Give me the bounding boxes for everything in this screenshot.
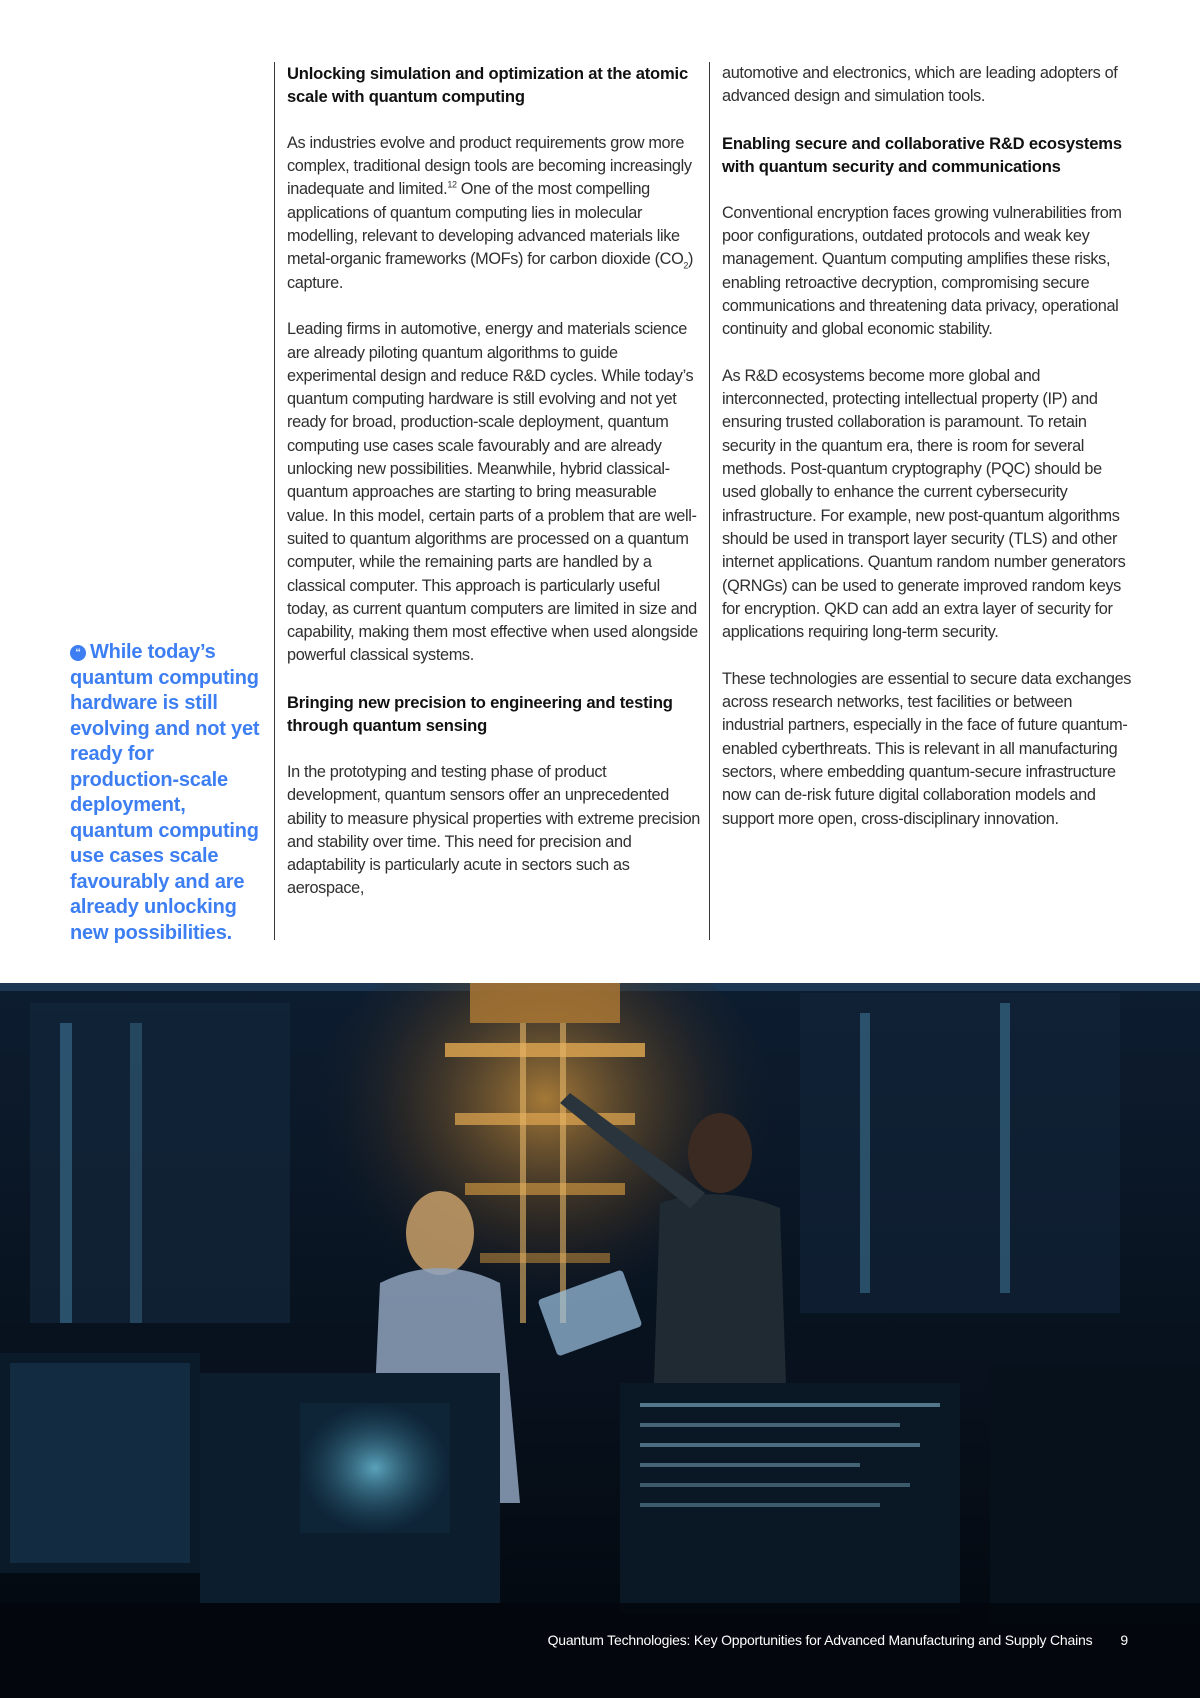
paragraph-ecosystems: As R&D ecosystems become more global and interconnected, protecting intellectual property (IP) and ensuring trusted collaboration is paramount. To retain security in the quantum era, there is room for several methods. Post-quantum cryptography (PQC) should be used globally to enhance the current cybersecurity infrastructure. For example, new post-quantum algorithms should be used in transport layer security (TLS) and other internet applications. Quantum random number generators (QRNGs) can be used to generate improved random keys for encryption. QKD can add an extra layer of security for applications requiring long-term security. <box>722 366 1126 642</box>
subscript: 2 <box>683 260 689 271</box>
quote-icon: “ <box>70 645 86 661</box>
section-heading-sensing: Bringing new precision to engineering and testing through quantum sensing <box>287 693 673 736</box>
paragraph-leading-firms: Leading firms in automotive, energy and materials science are already piloting quantum algorithms to guide experimental design and reduce R&D cycles. While today’s quantum computing hardware is still evolving and not yet ready for broad, production-scale deployment, quantum computing use cases scale favourably and are already unlocking new possibilities. Meanwhile, hybrid classical-quantum approaches are starting to bring measurable value. In this model, certain parts of a problem that are well-suited to quantum algorithms are processed on a quantum computer, while the remaining parts are handled by a classical computer. This approach is particularly useful today, as current quantum computers are limited in size and capability, making them most effective when used alongside powerful classical systems. <box>287 320 698 665</box>
lab-photo-illustration <box>0 983 1200 1698</box>
pull-quote <box>70 640 265 946</box>
paragraph-continued: automotive and electronics, which are leading adopters of advanced design and simulation tools. <box>722 64 1118 106</box>
page-number: 9 <box>1120 1632 1128 1648</box>
footnote-ref: 12 <box>447 180 457 191</box>
paragraph-prototyping: In the prototyping and testing phase of product development, quantum sensors offer an unprecedented ability to measure physical properties with extreme precision and stability over time. This need for precision and adaptability is particularly acute in sectors such as aerospace, <box>287 762 701 898</box>
lab-photo <box>0 983 1200 1698</box>
paragraph-technologies: These technologies are essential to secure data exchanges across research networks, test facilities or between industrial partners, especially in the face of future quantum-enabled cyberthreats. This is relevant in all manufacturing sectors, where embedding quantum-secure infrastructure now can de-risk future digital collaboration models and support more open, cross-disciplinary innovation. <box>722 669 1132 828</box>
section-heading-security: Enabling secure and collaborative R&D ecosystems with quantum security and communications <box>722 133 1122 177</box>
right-column <box>709 62 1135 940</box>
paragraph-text: As industries evolve and product requirements grow more complex, traditional design tools are becoming increasingly inadequate and limited. <box>287 133 692 199</box>
section-heading-simulation: Unlocking simulation and optimization at the atomic scale with quantum computing <box>287 64 688 107</box>
pull-quote-text: While today’s quantum computing hardware is still evolving and not yet ready for production-scale deployment, quantum computing use cases scale favourably and are already unlocking new possibilities. <box>70 641 260 944</box>
footer-title: Quantum Technologies: Key Opportunities for Advanced Manufacturing and Supply Chains <box>547 1632 1093 1648</box>
left-column <box>274 62 700 940</box>
page-footer <box>0 1632 1200 1648</box>
paragraph-simulation-intro <box>287 132 700 295</box>
paragraph-text: ) capture. <box>287 250 694 292</box>
paragraph-encryption: Conventional encryption faces growing vulnerabilities from poor configurations, outdated protocols and weak key management. Quantum computing amplifies these risks, enabling retroactive decryption, compromising secure communications and threatening data privacy, operational continuity and global economic stability. <box>722 203 1122 339</box>
paragraph-text: One of the most compelling applications of quantum computing lies in molecular modelling, relevant to developing advanced materials like metal-organic frameworks (MOFs) for carbon dioxide (CO <box>287 180 684 269</box>
